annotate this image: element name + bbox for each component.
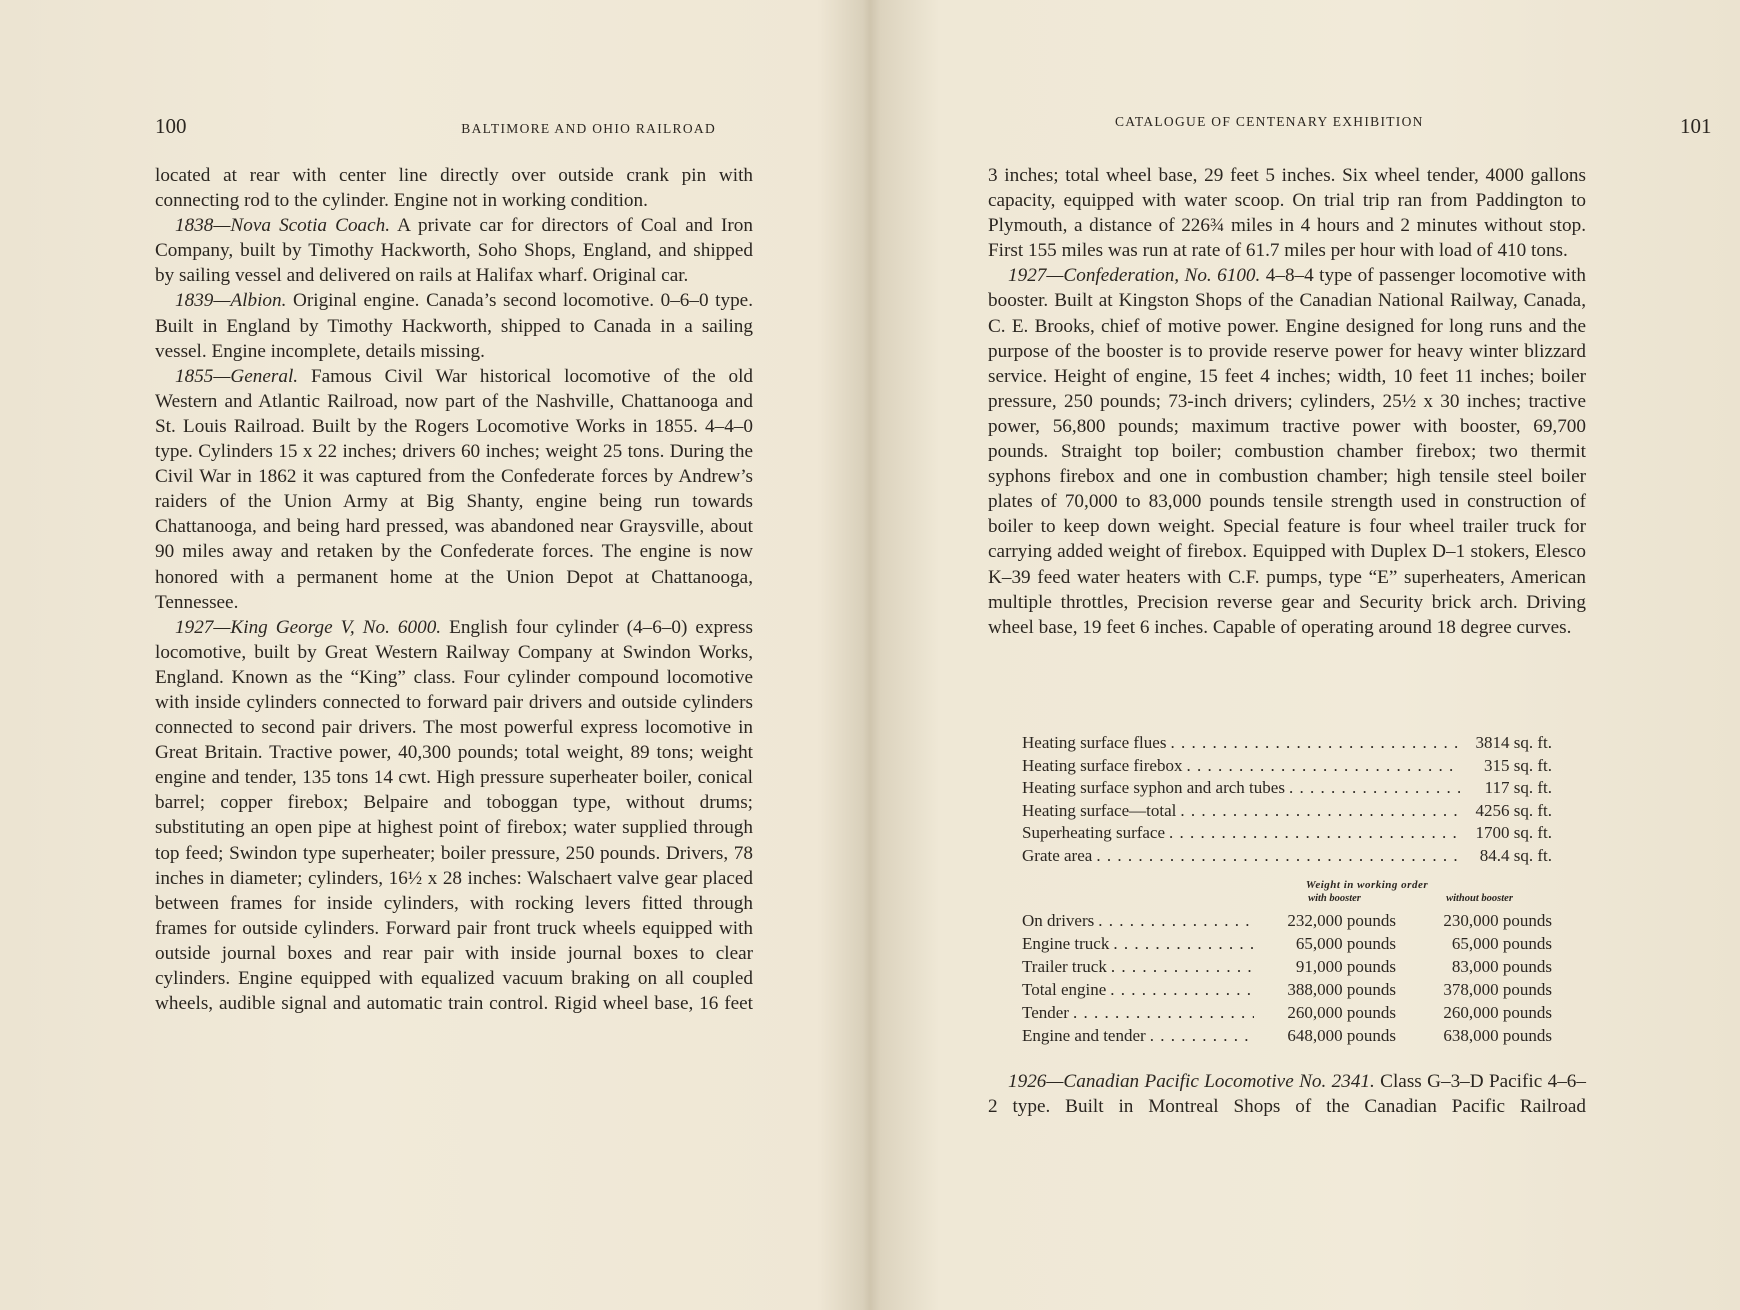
- spec-row: Superheating surface . . . 1700 sq. ft.: [1022, 822, 1552, 845]
- entry-title: 1927—Confederation, No. 6100.: [1008, 265, 1261, 287]
- entry-title: 1838—Nova Scotia Coach.: [175, 215, 391, 237]
- entry-paragraph: 1926—Canadian Pacific Locomotive No. 2341. Class G–3–D Pacific 4–6–2 type. Built in Montreal Shops of the Canadian Pacific Railroad: [988, 1071, 1586, 1118]
- weight-table: [1022, 878, 1552, 1047]
- left-page: [0, 0, 868, 1310]
- spec-list: [1022, 732, 1552, 868]
- col-header-with-booster: with booster: [1308, 893, 1361, 904]
- paragraph: 3 inches; total wheel base, 29 feet 5 inches. Six wheel tender, 4000 gallons capacity, equipped with water scoop. On trial trip ran from Paddington to Plymouth, a distance of 226¾ miles in 4 hours and 2 minutes without stop. First 155 miles was run at rate of 61.7 miles per hour with load of 410 tons.: [988, 165, 1586, 262]
- running-head-title: CATALOGUE OF CENTENARY EXHIBITION: [1115, 114, 1424, 129]
- table-row: On drivers . . . 232,000 pounds 230,000 pounds: [1022, 909, 1552, 932]
- table-row: Engine and tender . . . 648,000 pounds 638,000 pounds: [1022, 1024, 1552, 1047]
- weight-column-headers: [1022, 892, 1552, 905]
- entry-title: 1927—King George V, No. 6000.: [175, 616, 442, 638]
- closing-entry: [988, 1069, 1586, 1119]
- body-text: [988, 163, 1586, 640]
- entry-paragraph: 1838—Nova Scotia Coach. A private car for directors of Coal and Iron Company, built by Timothy Hackworth, Soho Shops, England, and shipped by sailing vessel and delivered on rails at Halifax wharf. Original car.: [155, 215, 753, 287]
- spec-row: Heating surface flues . . . 3814 sq. ft.: [1022, 732, 1552, 755]
- spec-row: Heating surface firebox . . . 315 sq. ft.: [1022, 755, 1552, 778]
- entry-title: 1839—Albion.: [175, 290, 287, 312]
- page-number: 101: [1680, 114, 1712, 138]
- table-row: Total engine . . . 388,000 pounds 378,000 pounds: [1022, 978, 1552, 1001]
- weight-caption: Weight in working order: [1305, 879, 1429, 891]
- entry-paragraph: 1927—Confederation, No. 6100. 4–8–4 type of passenger locomotive with booster. Built at Kingston Shops of the Canadian National Railway, Canada, C. E. Brooks, chief of motive power. Engine designed for long runs and the purpose of the booster is to provide reserve power for heavy winter blizzard service. Height of engine, 15 feet 4 inches; width, 10 feet 11 inches; boiler pressure, 250 pounds; 73-inch drivers; cylinders, 25½ x 30 inches; tractive power, 56,800 pounds; maximum tractive power with booster, 69,700 pounds. Straight top boiler; combustion chamber firebox; two thermit syphons firebox and one in combustion chamber; high tensile steel boiler plates of 70,000 to 83,000 pounds tensile strength used in construction of boiler to keep down weight. Special feature is four wheel trailer truck for carrying added weight of firebox. Equipped with Duplex D–1 stokers, Elesco K–39 feed water heaters with C.F. pumps, type “E” superheaters, American multiple throttles, Precision reverse gear and Security brick arch. Driving wheel base, 19 feet 6 inches. Capable of operating around 18 degree curves.: [988, 265, 1587, 638]
- right-page: [872, 0, 1740, 1310]
- entry-paragraph: 1839—Albion. Original engine. Canada’s second locomotive. 0–6–0 type. Built in England by Timothy Hackworth, shipped to Canada in a sailing vessel. Engine incomplete, details missing.: [155, 290, 753, 362]
- entry-title: 1855—General.: [175, 365, 299, 387]
- page-number: 100: [155, 114, 187, 138]
- entry-title: 1926—Canadian Pacific Locomotive No. 2341.: [1008, 1071, 1375, 1092]
- running-head: [155, 114, 753, 144]
- running-head: [1115, 114, 1712, 144]
- col-header-without-booster: without booster: [1446, 893, 1513, 904]
- body-text: [155, 163, 753, 1016]
- running-head-title: BALTIMORE AND OHIO RAILROAD: [461, 121, 716, 136]
- table-row: Trailer truck . . . 91,000 pounds 83,000 pounds: [1022, 955, 1552, 978]
- paragraph: located at rear with center line directly over outside crank pin with connecting rod to the cylinder. Engine not in working condition.: [155, 165, 753, 212]
- spec-row: Heating surface—total . . . 4256 sq. ft.: [1022, 800, 1552, 823]
- spec-row: Heating surface syphon and arch tubes . . . 117 sq. ft.: [1022, 777, 1552, 800]
- table-row: Tender . . . 260,000 pounds 260,000 pounds: [1022, 1001, 1552, 1024]
- spec-row: Grate area . . . 84.4 sq. ft.: [1022, 845, 1552, 868]
- table-row: Engine truck . . . 65,000 pounds 65,000 pounds: [1022, 932, 1552, 955]
- entry-paragraph: 1855—General. Famous Civil War historical locomotive of the old Western and Atlantic Railroad, now part of the Nashville, Chattanooga and St. Louis Railroad. Built by the Rogers Locomotive Works in 1855. 4–4–0 type. Cylinders 15 x 22 inches; drivers 60 inches; weight 25 tons. During the Civil War in 1862 it was captured from the Confederate forces by Andrew’s raiders of the Union Army at Big Shanty, engine being run towards Chattanooga, and being hard pressed, was abandoned near Graysville, about 90 miles away and retaken by the Confederate forces. The engine is now honored with a permanent home at the Union Depot at Chattanooga, Tennessee.: [155, 365, 753, 613]
- entry-paragraph: 1927—King George V, No. 6000. English four cylinder (4–6–0) express locomotive, built by Great Western Railway Company at Swindon Works, England. Known as the “King” class. Four cylinder compound locomotive with inside cylinders connected to forward pair drivers and outside cylinders connected to second pair drivers. The most powerful express locomotive in Great Britain. Tractive power, 40,300 pounds; total weight, 89 tons; weight engine and tender, 135 tons 14 cwt. High pressure superheater boiler, conical barrel; copper firebox; Belpaire and toboggan type, without drums; substituting an open pipe at highest point of firebox; water supplied through top feed; Swindon type superheater; boiler pressure, 250 pounds. Drivers, 78 inches in diameter; cylinders, 16½ x 28 inches: Walschaert valve gear placed between frames for inside cylinders, with rocking levers fitted through frames for outside cylinders. Forward pair front truck wheels equipped with outside journal boxes and rear pair with inside journal boxes to clear cylinders. Engine equipped with equalized vacuum braking on all coupled wheels, audible signal and automatic train control. Rigid wheel base, 16 feet: [155, 616, 753, 1015]
